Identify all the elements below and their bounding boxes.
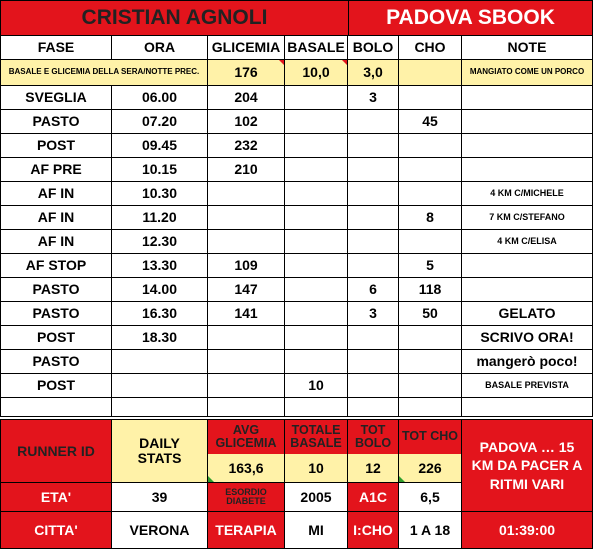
- table-cell-note: mangerò poco!: [461, 349, 593, 374]
- table-cell-note: BASALE PREVISTA: [461, 373, 593, 398]
- avg-glicemia-value-text: 163,6: [228, 459, 264, 476]
- table-cell-basale: 10,0: [284, 59, 348, 86]
- terapia-label: TERAPIA: [207, 511, 285, 549]
- table-cell-bolo: [347, 109, 399, 134]
- table-cell-ora: 12.30: [111, 229, 208, 254]
- a1c-value: 6,5: [398, 482, 462, 512]
- table-cell-fase: AF IN: [0, 205, 112, 230]
- tot-cho-label: [398, 419, 462, 454]
- table-cell-cho: [398, 349, 462, 374]
- athlete-name: CRISTIAN AGNOLI: [0, 0, 349, 36]
- table-cell-note: [461, 253, 593, 278]
- icho-label: I:CHO: [347, 511, 399, 549]
- table-cell-fase: AF STOP: [0, 253, 112, 278]
- eta-value: 39: [111, 482, 208, 512]
- table-cell-note: [461, 109, 593, 134]
- table-cell-fase: BASALE E GLICEMIA DELLA SERA/NOTTE PREC.: [0, 59, 208, 86]
- tot-cho-label-text: TOT CHO: [401, 429, 459, 444]
- col-header-bolo: BOLO: [347, 35, 399, 60]
- table-cell-basale: 10: [284, 373, 348, 398]
- col-header-ora: ORA: [111, 35, 208, 60]
- table-cell-cho: [398, 59, 462, 86]
- table-cell-glicemia: 176: [207, 59, 285, 86]
- table-cell-bolo: 3,0: [347, 59, 399, 86]
- col-header-glicemia: GLICEMIA: [207, 35, 285, 60]
- table-cell-fase: SVEGLIA: [0, 85, 112, 110]
- table-cell-note: MANGIATO COME UN PORCO: [461, 59, 593, 86]
- totale-basale-label: [284, 419, 348, 454]
- table-cell-glicemia: 210: [207, 157, 285, 182]
- table-cell-glicemia: [207, 229, 285, 254]
- table-cell-glicemia: [207, 325, 285, 350]
- table-cell-basale: [284, 253, 348, 278]
- table-cell-bolo: [347, 157, 399, 182]
- avg-glicemia-value: [207, 454, 285, 483]
- table-cell-ora: [111, 397, 208, 417]
- table-cell-fase: [0, 397, 112, 417]
- totale-basale-value: [284, 454, 348, 483]
- table-cell-basale: [284, 181, 348, 206]
- table-cell-cho: [398, 229, 462, 254]
- table-cell-bolo: 6: [347, 277, 399, 302]
- tot-cho-value: [398, 454, 462, 483]
- table-cell-basale: [284, 157, 348, 182]
- table-cell-note: 4 KM C/ELISA: [461, 229, 593, 254]
- table-cell-basale: [284, 325, 348, 350]
- race-note: PADOVA … 15 KM DA PACER A RITMI VARI: [461, 419, 593, 512]
- avg-glicemia-label: [207, 419, 285, 454]
- totale-basale-value-text: 10: [308, 459, 324, 476]
- table-cell-note: [461, 277, 593, 302]
- daily-stats-label: DAILY STATS: [111, 419, 208, 483]
- icho-value: 1 A 18: [398, 511, 462, 549]
- table-cell-basale: [284, 109, 348, 134]
- table-cell-note: SCRIVO ORA!: [461, 325, 593, 350]
- table-cell-fase: PASTO: [0, 349, 112, 374]
- table-cell-glicemia: 204: [207, 85, 285, 110]
- table-cell-fase: AF IN: [0, 181, 112, 206]
- table-cell-ora: [111, 349, 208, 374]
- table-cell-basale: [284, 85, 348, 110]
- table-cell-glicemia: 147: [207, 277, 285, 302]
- table-cell-cho: 118: [398, 277, 462, 302]
- table-cell-bolo: [347, 181, 399, 206]
- table-cell-fase: AF PRE: [0, 157, 112, 182]
- table-cell-fase: AF IN: [0, 229, 112, 254]
- table-cell-ora: 16.30: [111, 301, 208, 326]
- table-cell-cho: [398, 373, 462, 398]
- table-cell-glicemia: [207, 349, 285, 374]
- table-cell-ora: [111, 373, 208, 398]
- table-cell-bolo: 3: [347, 85, 399, 110]
- table-cell-cho: 8: [398, 205, 462, 230]
- tot-bolo-value-text: 12: [365, 459, 381, 476]
- col-header-basale: BASALE: [284, 35, 348, 60]
- table-cell-bolo: [347, 133, 399, 158]
- table-cell-glicemia: 232: [207, 133, 285, 158]
- tot-cho-value-text: 226: [418, 459, 442, 476]
- table-cell-cho: 5: [398, 253, 462, 278]
- table-cell-glicemia: 109: [207, 253, 285, 278]
- table-cell-fase: PASTO: [0, 109, 112, 134]
- table-cell-ora: 11.20: [111, 205, 208, 230]
- table-cell-bolo: 3: [347, 301, 399, 326]
- table-cell-bolo: [347, 349, 399, 374]
- runner-id-label: RUNNER ID: [0, 419, 112, 483]
- table-cell-note: [461, 397, 593, 417]
- col-header-fase: FASE: [0, 35, 112, 60]
- table-cell-bolo: [347, 397, 399, 417]
- col-header-note: NOTE: [461, 35, 593, 60]
- table-cell-ora: 10.15: [111, 157, 208, 182]
- table-cell-basale: [284, 205, 348, 230]
- table-cell-note: 4 KM C/MICHELE: [461, 181, 593, 206]
- table-cell-bolo: [347, 325, 399, 350]
- esordio-diabete-label: ESORDIO DIABETE: [207, 482, 285, 512]
- table-cell-bolo: [347, 373, 399, 398]
- table-cell-note: GELATO: [461, 301, 593, 326]
- terapia-value: MI: [284, 511, 348, 549]
- table-cell-basale: [284, 301, 348, 326]
- table-cell-fase: POST: [0, 373, 112, 398]
- table-cell-ora: 07.20: [111, 109, 208, 134]
- table-cell-bolo: [347, 253, 399, 278]
- table-cell-glicemia: 141: [207, 301, 285, 326]
- avg-glicemia-label-text: AVG GLICEMIA: [215, 422, 277, 450]
- table-cell-glicemia: [207, 373, 285, 398]
- table-cell-cho: [398, 157, 462, 182]
- a1c-label: A1C: [347, 482, 399, 512]
- table-cell-bolo: [347, 205, 399, 230]
- table-cell-cho: [398, 181, 462, 206]
- table-cell-fase: PASTO: [0, 277, 112, 302]
- table-cell-ora: 18.30: [111, 325, 208, 350]
- table-cell-basale: [284, 277, 348, 302]
- tot-bolo-label: [347, 419, 399, 454]
- table-cell-note: [461, 157, 593, 182]
- table-cell-glicemia: [207, 205, 285, 230]
- eta-label: ETA': [0, 482, 112, 512]
- table-cell-basale: [284, 133, 348, 158]
- table-cell-fase: PASTO: [0, 301, 112, 326]
- totale-basale-label-text: TOTALE BASALE: [290, 422, 342, 450]
- table-cell-ora: 14.00: [111, 277, 208, 302]
- table-cell-cho: [398, 325, 462, 350]
- table-cell-fase: POST: [0, 325, 112, 350]
- esordio-diabete-value: 2005: [284, 482, 348, 512]
- table-cell-cho: 50: [398, 301, 462, 326]
- table-cell-note: 7 KM C/STEFANO: [461, 205, 593, 230]
- table-cell-fase: POST: [0, 133, 112, 158]
- table-cell-ora: 13.30: [111, 253, 208, 278]
- table-cell-glicemia: [207, 181, 285, 206]
- table-cell-cho: [398, 133, 462, 158]
- table-cell-ora: 09.45: [111, 133, 208, 158]
- table-cell-basale: [284, 397, 348, 417]
- table-cell-note: [461, 85, 593, 110]
- tot-bolo-value: [347, 454, 399, 483]
- event-name: PADOVA SBOOK: [348, 0, 593, 36]
- table-cell-glicemia: 102: [207, 109, 285, 134]
- table-cell-ora: 06.00: [111, 85, 208, 110]
- table-cell-bolo: [347, 229, 399, 254]
- citta-value: VERONA: [111, 511, 208, 549]
- table-cell-ora: 10.30: [111, 181, 208, 206]
- table-cell-cho: [398, 397, 462, 417]
- table-cell-basale: [284, 349, 348, 374]
- table-cell-cho: [398, 85, 462, 110]
- col-header-cho: CHO: [398, 35, 462, 60]
- citta-label: CITTA': [0, 511, 112, 549]
- table-cell-note: [461, 133, 593, 158]
- table-cell-cho: 45: [398, 109, 462, 134]
- tot-bolo-label-text: TOT BOLO: [354, 422, 392, 450]
- race-time: 01:39:00: [461, 511, 593, 549]
- table-cell-basale: [284, 229, 348, 254]
- table-cell-glicemia: [207, 397, 285, 417]
